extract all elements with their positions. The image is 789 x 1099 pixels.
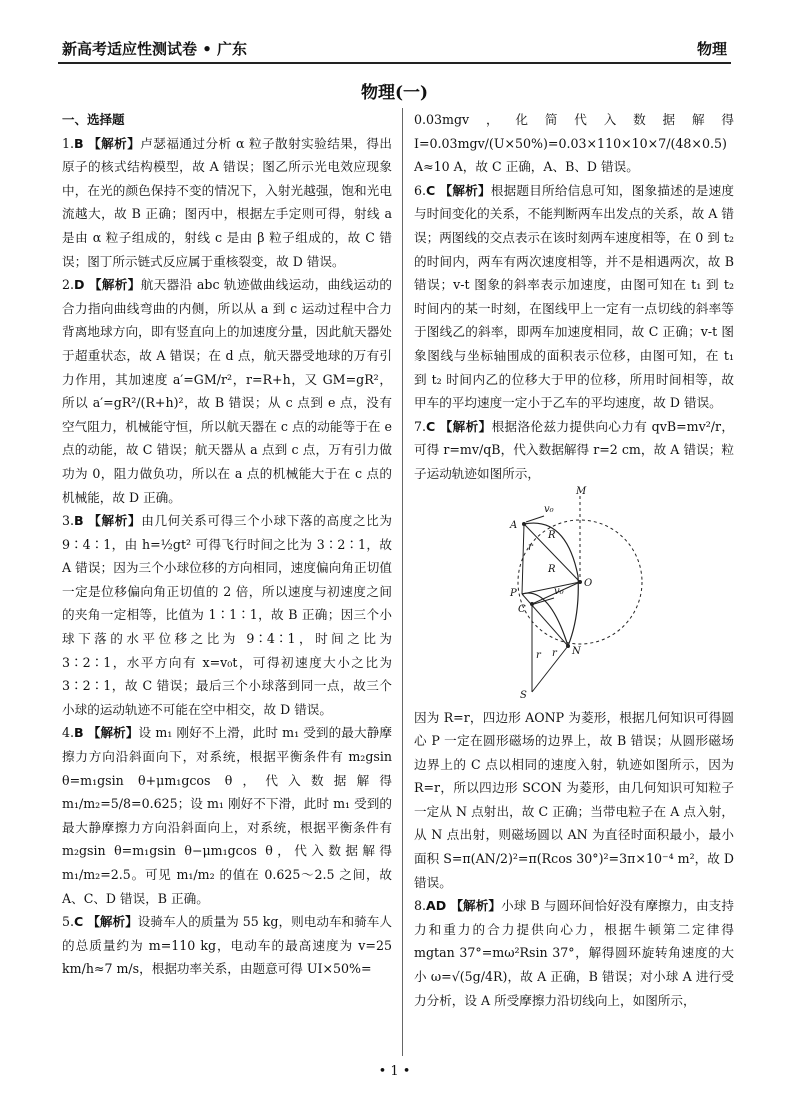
header-subject: 物理 bbox=[696, 40, 727, 58]
item-number: 6. bbox=[414, 182, 427, 198]
item-text: 航天器沿 abc 轨迹做曲线运动，曲线运动的合力指向曲线弯曲的内侧，所以从 a 到 c 运动过程中合力背离地球方向，即有竖直向上的加速度分量，因此航天器处于超重状态，故 A 错误；在 d 点，航天器受地球的万有引力作用，其加速度 a′=GM/r²，r=R+h，又 GM=gR²，所以 a′=gR²/(R+h)²，故 B 错误；从 c 点到 e 点，没有空气阻力，机械能守恒，所以航天器在 c 点的动能等于在 e 点的动能，故 C 错误；航天器从 a 点到 c 点，万有引力做功为 0，阻力做负功，所以在 a 点的机械能大于在 c 点的机械能，故 D 正确。 bbox=[62, 277, 392, 505]
item-text: 根据洛伦兹力提供向心力有 qvB=mv²/r，可得 r=mv/qB，代入数据解得 r=2 cm，故 A 错误；粒子运动轨迹如图所示， bbox=[414, 418, 734, 481]
item-answer: C bbox=[426, 182, 436, 198]
item-text: 卢瑟福通过分析 α 粒子散射实验结果，得出原子的核式结构模型，故 A 错误；图乙所示光电效应现象中，在光的颜色保持不变的情况下，入射光越强，饱和光电流越大，故 B 正确；图丙中，根据左手定则可得，射线 a 是由 α 粒子组成的，射线 c 是由 β 粒子组成的，故 C 错误；图丁所示链式反应属于重核裂变，故 D 错误。 bbox=[62, 135, 392, 269]
item-number: 1. bbox=[62, 135, 75, 151]
answer-item bbox=[414, 415, 734, 486]
item-text: 由几何关系可得三个小球下落的高度之比为 9∶4∶1，由 h=½gt² 可得飞行时间之比为 3∶2∶1，故 A 错误；因为三个小球位移的方向相同，速度偏向角正切值一定是位移偏向角正切值的 2 倍，所以速度与初速度之间的夹角一定相等，比值为 1∶1∶1，故 B 正确；因三个小球下落的水平位移之比为 9∶4∶1，时间之比为 3∶2∶1，水平方向有 x=v₀t，可得初速度大小之比为 3∶2∶1，故 C 错误；最后三个小球落到同一点，故三个小球的运动轨迹不可能在空中相交，故 D 错误。 bbox=[62, 513, 393, 717]
label-n: N bbox=[572, 645, 581, 657]
label-r-upper: R bbox=[548, 529, 556, 541]
item-text: 0.03mgv，化简代入数据解得 I=0.03mgv/(U×50%)=0.03×110×10×7/(48×0.5) A≈10 A，故 C 正确，A、B、D 错误。 bbox=[414, 112, 734, 175]
line-pn bbox=[522, 594, 568, 646]
item-tag: 【解析】 bbox=[439, 182, 491, 198]
answer-item bbox=[62, 509, 392, 721]
point-n bbox=[566, 644, 570, 648]
answer-item bbox=[62, 273, 392, 509]
item-answer: AD bbox=[426, 898, 447, 914]
item-text: 因为 R=r，四边形 AONP 为菱形，根据几何知识可得圆心 P 一定在圆形磁场的边界上，故 B 错误；从圆形磁场边界上的 C 点以相同的速度入射，轨迹如图所示，因为 R=r，所以四边形 SCON 为菱形，由几何知识可知粒子一定从 N 点射出，故 C 正确；当带电粒子在 A 点入射，从 N 点出射，则磁场圆以 AN 为直径时面积最小，最小面积 S=π(AN/2)²=π(Rcos 30°)²=3π×10⁻⁴ m²，故 D 错误。 bbox=[414, 709, 734, 890]
item-tag: 【解析】 bbox=[87, 725, 139, 741]
item-tag: 【解析】 bbox=[88, 277, 141, 293]
item-text: 根据题目所给信息可知，图象描述的是速度与时间变化的关系，不能判断两车出发点的关系，故 A 错误；两图线的交点表示在该时刻两车速度相等，在 0 到 t₂ 的时间内，两车有两次速度相等，并不是相遇两次，故 B 错误；v-t 图象的斜率表示加速度，由图可知在 t₁ 到 t₂ 时间内的某一时刻，在图线甲上一定有一点切线的斜率等于图线乙的斜率，即两车加速度相同，故 C 正确；v-t 图象图线与坐标轴围成的面积表示位移，由图可知，在 t₁ 到 t₂ 时间内乙的位移大于甲的位移，所用时间相等，故甲车的平均速度一定小于乙车的平均速度，故 D 错误。 bbox=[414, 182, 735, 411]
page-title: 物理(一) bbox=[360, 83, 429, 103]
velocity-arrow-a bbox=[526, 516, 544, 522]
item-answer: C bbox=[74, 914, 84, 930]
line-po bbox=[522, 582, 580, 594]
item-tag: 【解析】 bbox=[450, 898, 502, 914]
item-answer: B bbox=[74, 135, 84, 151]
column-divider bbox=[402, 108, 403, 1056]
item-tag: 【解析】 bbox=[87, 914, 138, 930]
label-o: O bbox=[584, 577, 593, 589]
item-number: 8. bbox=[414, 898, 427, 914]
point-a bbox=[522, 522, 526, 526]
header-title: 新高考适应性测试卷 • 广东 bbox=[62, 40, 248, 58]
item-number: 5. bbox=[62, 914, 75, 930]
label-a: A bbox=[510, 519, 518, 531]
item-tag: 【解析】 bbox=[88, 513, 142, 529]
label-v0-low: v₀ bbox=[554, 585, 564, 597]
answer-item bbox=[414, 179, 734, 415]
right-column bbox=[414, 108, 734, 1012]
item-tag: 【解析】 bbox=[88, 135, 141, 151]
item-number: 4. bbox=[62, 725, 75, 741]
page-number: • 1 • bbox=[378, 1064, 411, 1079]
item-text: 小球 B 与圆环间恰好没有摩擦力，由支持力和重力的合力提供向心力，根据牛顿第二定律得 mgtan 37°=mω²Rsin 37°，解得圆环旋转角速度的大小 ω=√(5g/4R)，故 A 正确，B 错误；对小球 A 进行受力分析，设 A 所受摩擦力沿切线向上，如图所示， bbox=[414, 898, 734, 1008]
label-r-mid: R bbox=[548, 563, 556, 575]
answer-item bbox=[414, 894, 734, 1012]
answer-item bbox=[62, 132, 392, 274]
answer-item-continued bbox=[414, 706, 734, 895]
trajectory-figure bbox=[414, 486, 734, 706]
item-answer: C bbox=[426, 418, 436, 434]
item-answer: B bbox=[74, 725, 84, 741]
point-o bbox=[578, 580, 582, 584]
label-r-left: r bbox=[536, 649, 541, 661]
left-column bbox=[62, 108, 392, 981]
label-m: M bbox=[576, 485, 587, 497]
label-v0-top: v₀ bbox=[544, 503, 554, 515]
label-p: P bbox=[510, 587, 517, 599]
trajectory-diagram bbox=[504, 486, 644, 700]
answer-item-continued bbox=[414, 108, 734, 179]
item-number: 3. bbox=[62, 513, 75, 529]
item-text: 设骑车人的质量为 55 kg，则电动车和骑车人的总质量约为 m=110 kg，电动车的最高速度为 v=25 km/h≈7 m/s，根据功率关系，由题意可得 UI×50%= bbox=[62, 914, 392, 977]
item-answer: D bbox=[74, 277, 85, 293]
label-r-right: r bbox=[552, 647, 557, 659]
label-r-small: r bbox=[528, 541, 533, 553]
section-heading: 一、选择题 bbox=[62, 112, 125, 127]
point-c bbox=[530, 602, 534, 606]
item-text: 设 m₁ 刚好不上滑，此时 m₁ 受到的最大静摩擦力方向沿斜面向下，对系统，根据平衡条件有 m₂gsin θ=m₁gsin θ+μm₁gcos θ，代入数据解得 m₁/m₂=5/8=0.625；设 m₁ 刚好不下滑，此时 m₁ 受到的最大静摩擦力方向沿斜面向上，对系统，根据平衡条件有 m₂gsin θ=m₁gsin θ−μm₁gcos θ，代入数据解得 m₁/m₂=2.5。可见 m₁/m₂ 的值在 0.625～2.5 之间，故 A、C、D 错误，B 正确。 bbox=[62, 725, 392, 906]
label-s: S bbox=[520, 689, 527, 700]
answer-item bbox=[62, 721, 392, 910]
header-rule bbox=[58, 62, 731, 64]
item-number: 2. bbox=[62, 277, 75, 293]
item-answer: B bbox=[74, 513, 84, 529]
label-c: C bbox=[518, 603, 526, 615]
item-number: 7. bbox=[414, 418, 427, 434]
item-tag: 【解析】 bbox=[439, 418, 492, 434]
answer-item bbox=[62, 910, 392, 981]
